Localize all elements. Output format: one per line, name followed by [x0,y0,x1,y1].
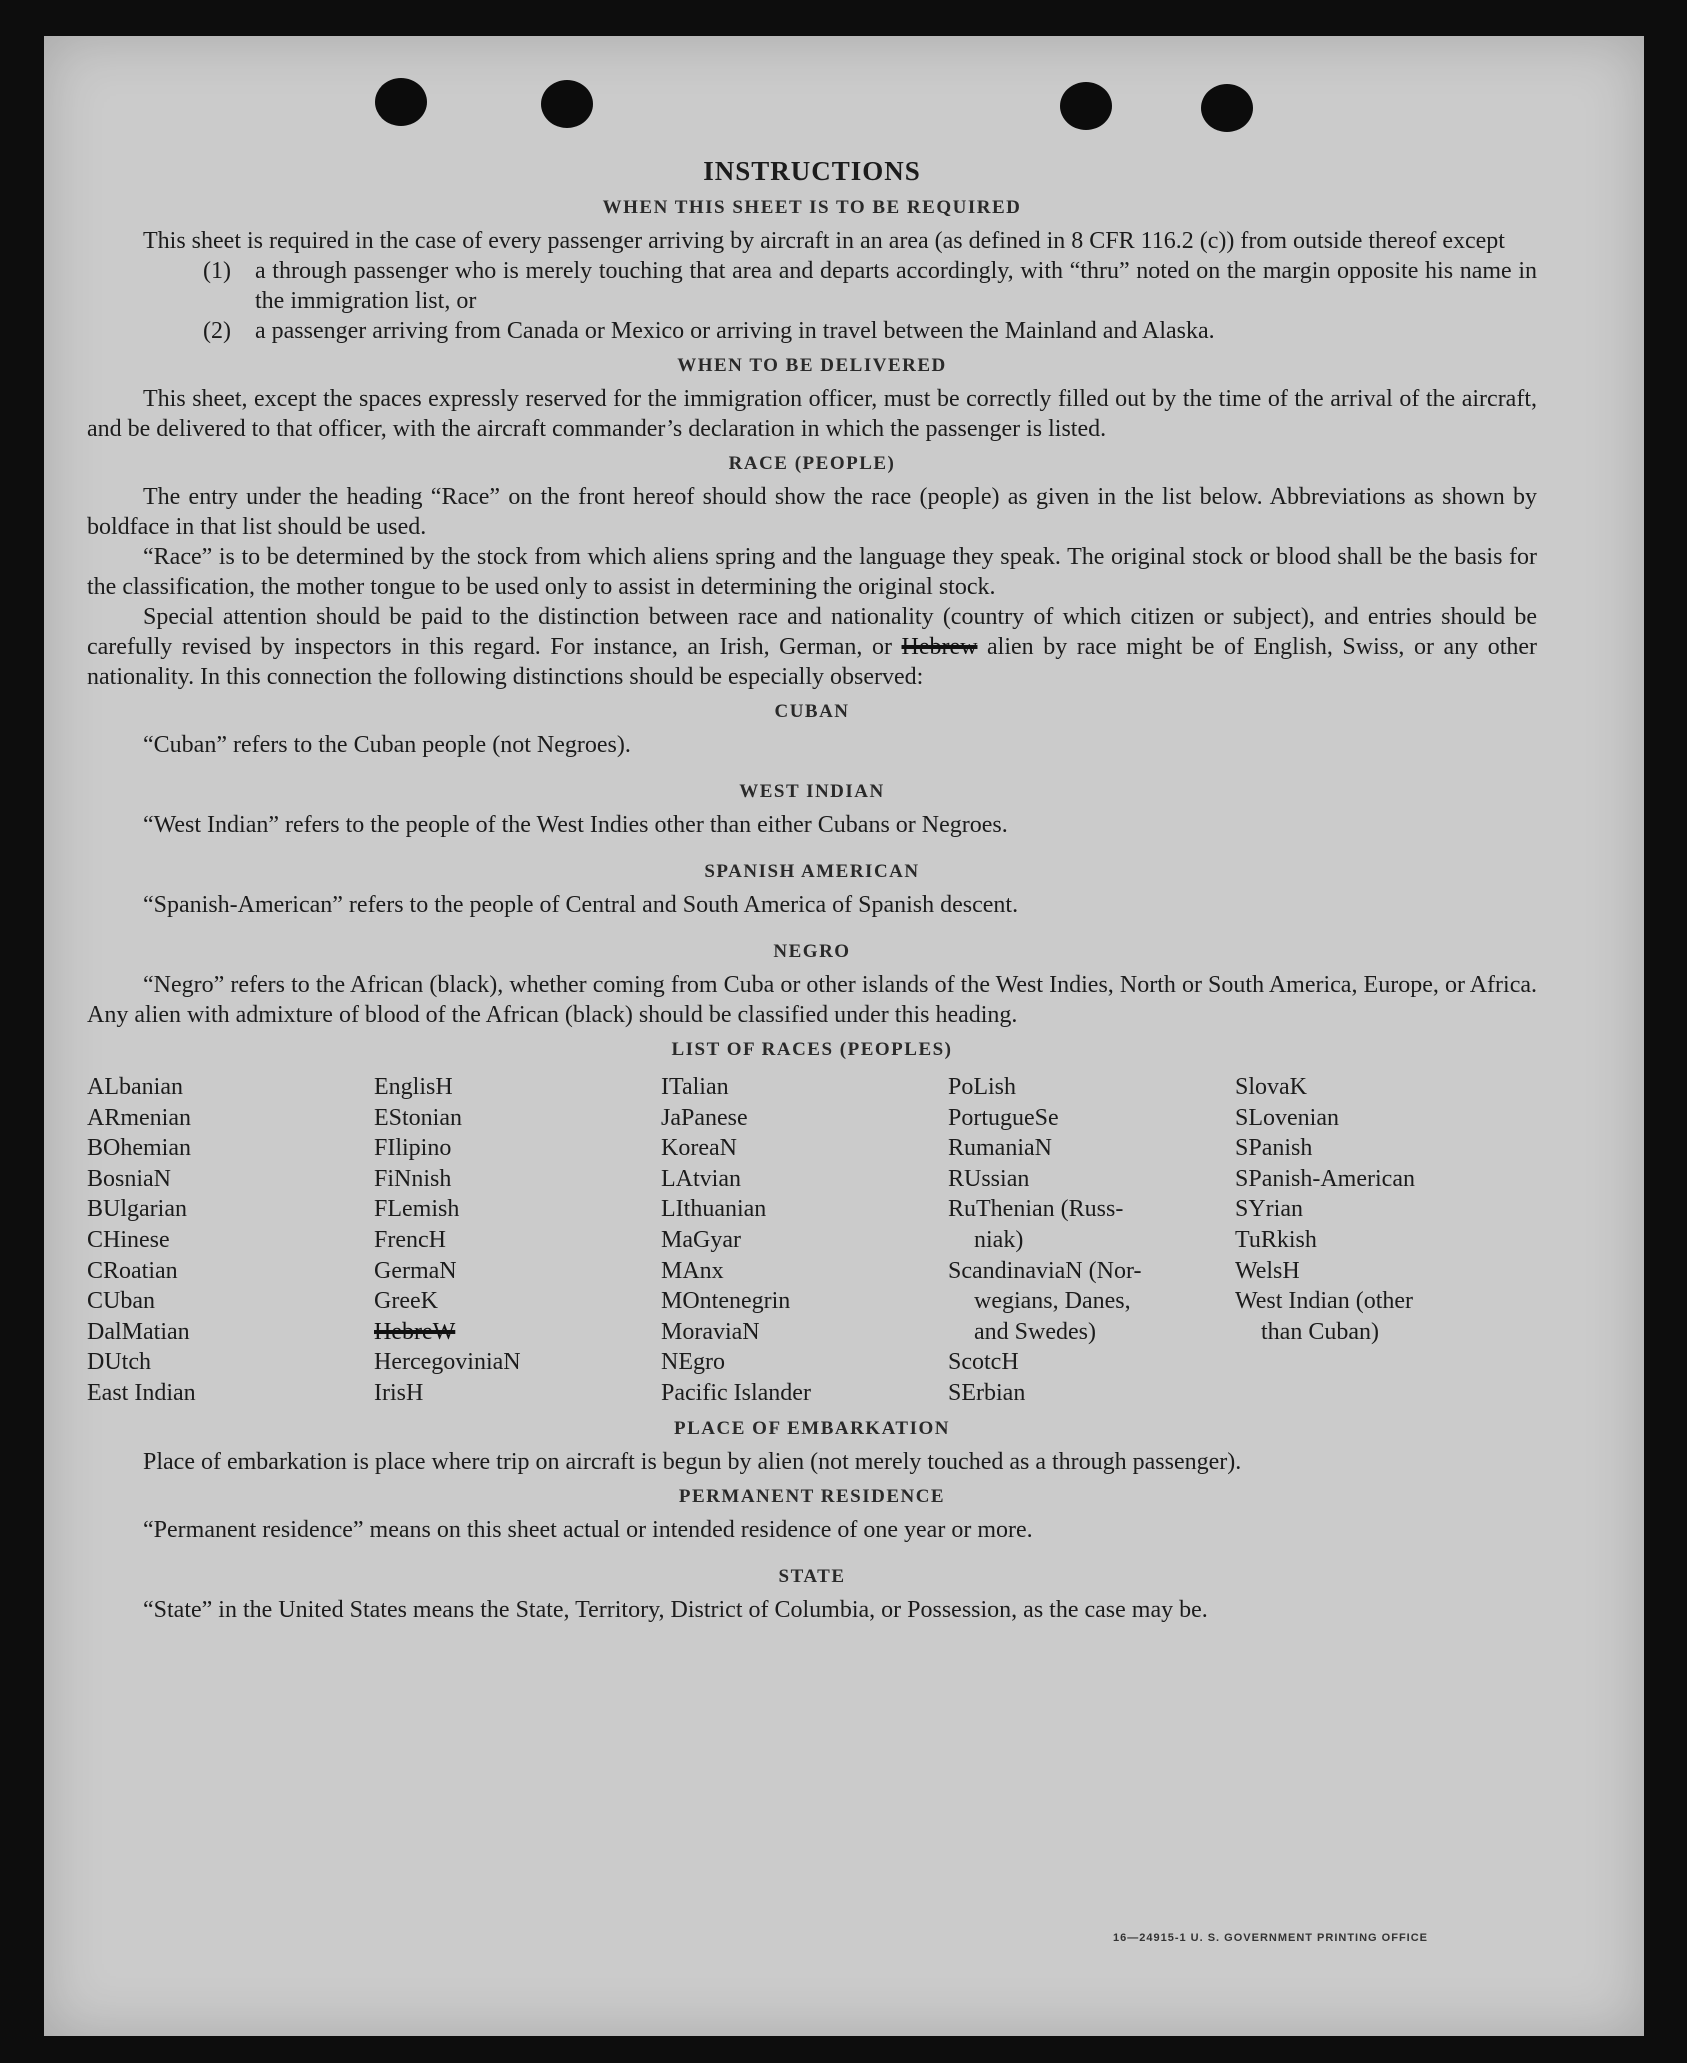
race-entry: FIlipino [374,1135,452,1162]
punch-hole [1201,84,1253,132]
race-entry: BUlgarian [87,1196,187,1223]
race-entry: FrencH [374,1226,446,1253]
race-entry: HercegoviniaN [374,1349,521,1376]
race-entry: SLovenian [1235,1104,1339,1131]
delivered-text: This sheet, except the spaces expressly reserved for the immigration officer, must be correctly filled out by the time of the arrival of the aircraft, and be delivered to that officer, with the aircraft commander’s declaration in which the passenger is listed. [87,386,1537,442]
required-intro: This sheet is required in the case of every passenger arriving by aircraft in an area (as defined in 8 CFR 116.2 (c)) from outside thereof except [143,228,1505,254]
section-heading-spanish-american: SPANISH AMERICAN [704,861,920,882]
race-entry: RuThenian (Russ- [948,1196,1124,1223]
race-entry-struck: HebreW [374,1318,456,1345]
race-entry-continued: niak) [974,1226,1024,1253]
section-heading-state: STATE [778,1565,846,1587]
race-entry: FLemish [374,1196,460,1223]
race-entry-empty [1235,1378,1537,1409]
race-paragraph-1: The entry under the heading “Race” on the front hereof should show the race (people) as given in the list below. Abbreviations as shown by boldface in that list should be used. [87,484,1537,540]
race-entry: ScandinaviaN (Nor- [948,1257,1142,1284]
race-entry: ALbanian [87,1074,183,1100]
document-sheet [44,36,1644,2036]
race-entry: DUtch [87,1349,151,1376]
state-text: “State” in the United States means the State, Territory, District of Columbia, or Possession, as the case may be. [143,1596,1208,1623]
section-heading-races: LIST OF RACES (PEOPLES) [671,1039,953,1060]
page-title: INSTRUCTIONS [703,156,921,186]
race-entry: PortugueSe [948,1104,1059,1131]
section-heading-residence: PERMANENT RESIDENCE [678,1485,946,1507]
race-entry: SPanish-American [1235,1165,1415,1192]
item-number: (2) [203,318,231,344]
race-entry: MOntenegrin [661,1288,791,1315]
race-entry: JaPanese [661,1104,748,1131]
race-entry-continued: and Swedes) [974,1318,1096,1345]
race-entry: IrisH [374,1379,424,1406]
race-entry: Pacific Islander [661,1379,811,1406]
race-entry: RUssian [948,1165,1030,1192]
section-heading-west-indian: WEST INDIAN [739,781,885,802]
race-entry: MAnx [661,1257,724,1284]
race-entry: NEgro [661,1349,725,1376]
race-paragraph-2: “Race” is to be determined by the stock from which aliens spring and the language they speak. The original stock or blood shall be the basis for the classification, the mother tongue to be used only to assist in determining the original stock. [87,544,1537,600]
section-heading-race: RACE (PEOPLE) [728,453,896,474]
west-indian-text: “West Indian” refers to the people of the West Indies other than either Cubans or Negroes. [143,812,1008,838]
punch-hole [1060,82,1112,130]
printer-imprint: 16—24915-1 U. S. GOVERNMENT PRINTING OFFICE [1113,1932,1429,1944]
race-entry: TuRkish [1235,1226,1317,1253]
residence-text: “Permanent residence” means on this sheet actual or intended residence of one year or more. [143,1516,1033,1543]
race-entry-continued: wegians, Danes, [974,1288,1131,1315]
punch-hole [541,80,593,128]
race-entry: SlovaK [1235,1074,1307,1100]
race-entry: LAtvian [661,1165,741,1192]
exception-item [87,316,1537,346]
races-list [87,1072,1537,1409]
exception-item [87,256,1537,316]
race-entry: LIthuanian [661,1196,767,1223]
item-text: a passenger arriving from Canada or Mexico or arriving in travel between the Mainland and Alaska. [255,318,1215,344]
race-entry-empty [1235,1347,1537,1378]
race-entry: RumaniaN [948,1135,1052,1162]
race-entry: ARmenian [87,1104,191,1131]
race-entry: East Indian [87,1379,196,1406]
cuban-text: “Cuban” refers to the Cuban people (not Negroes). [143,732,631,758]
instructions-body [87,154,1537,1625]
race-entry: CRoatian [87,1257,178,1284]
race-entry: DalMatian [87,1318,190,1345]
race-entry: KoreaN [661,1135,737,1162]
item-text: a through passenger who is merely touching that area and departs accordingly, with “thru” noted on the margin opposite his name in the immigration list, or [255,258,1537,314]
race-entry: MaGyar [661,1226,741,1253]
section-heading-cuban: CUBAN [774,701,850,722]
race-entry: GreeK [374,1288,438,1315]
race-entry: ScotcH [948,1349,1019,1376]
race-entry: SYrian [1235,1196,1303,1223]
race-entry: SPanish [1235,1135,1313,1162]
race-entry: BosniaN [87,1165,171,1192]
race-entry-continued: than Cuban) [1261,1318,1379,1345]
race-entry: EnglisH [374,1074,453,1100]
negro-text: “Negro” refers to the African (black), whether coming from Cuba or other islands of the West Indies, North or South America, Europe, or Africa. Any alien with admixture of blood of the African (black) should be classified under this heading. [87,972,1537,1028]
section-heading-negro: NEGRO [773,941,851,962]
race-entry: MoraviaN [661,1318,760,1345]
race-entry: CUban [87,1288,155,1315]
race-entry: SErbian [948,1379,1026,1406]
race-entry: FiNnish [374,1165,452,1192]
race-paragraph-3: Special attention should be paid to the distinction between race and nationality (country of which citizen or subject), and entries should be carefully revised by inspectors in this regard. For instance, an Irish, German, or Hebrew alien by race might be of English, Swiss, or any other nationality. In this connection the following distinctions should be especially observed: [87,604,1538,690]
section-heading-embarkation: PLACE OF EMBARKATION [674,1417,950,1439]
embarkation-text: Place of embarkation is place where trip on aircraft is begun by alien (not merely touched as a through passenger). [143,1448,1242,1475]
race-entry: CHinese [87,1226,170,1253]
struck-word: Hebrew [901,634,978,660]
race-entry: EStonian [374,1104,462,1131]
section-heading-required: WHEN THIS SHEET IS TO BE REQUIRED [602,197,1022,218]
race-entry: WelsH [1235,1257,1300,1284]
race-entry: GermaN [374,1257,457,1284]
punch-hole [375,78,427,126]
race-entry: West Indian (other [1235,1288,1414,1315]
section-heading-delivered: WHEN TO BE DELIVERED [677,355,947,376]
race-entry: BOhemian [87,1135,191,1162]
race-entry: PoLish [948,1074,1017,1100]
race-entry: ITalian [661,1074,729,1100]
item-number: (1) [203,258,231,284]
spanish-american-text: “Spanish-American” refers to the people of Central and South America of Spanish descent. [143,892,1019,918]
